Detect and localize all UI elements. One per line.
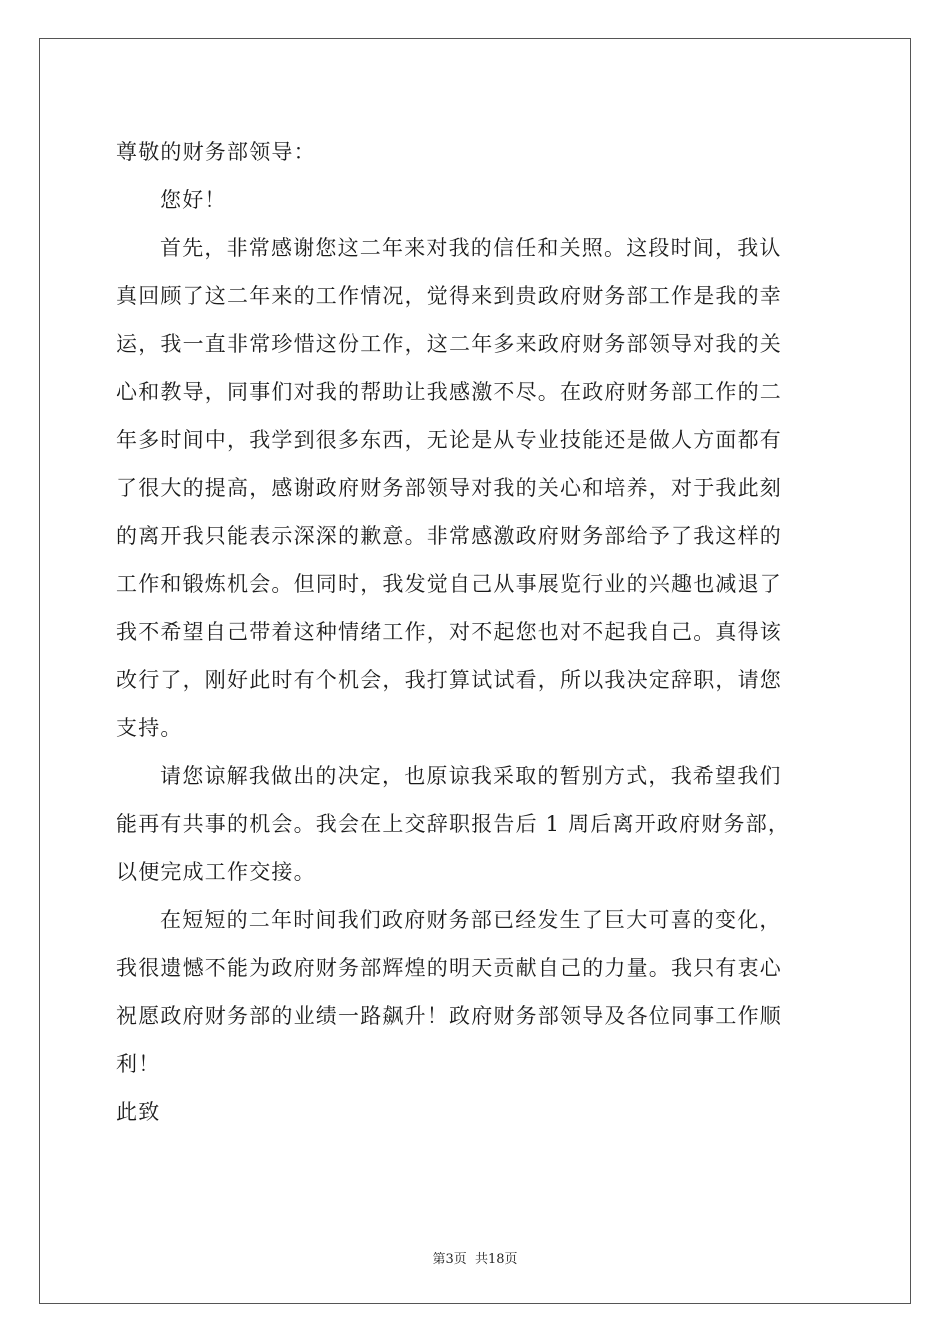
paragraph-line: 祝愿政府财务部的业绩一路飙升！政府财务部领导及各位同事工作顺 xyxy=(116,1004,782,1028)
paragraph-line: 请您谅解我做出的决定，也原谅我采取的暂别方式，我希望我们 xyxy=(160,764,782,788)
closing: 此致 xyxy=(116,1100,161,1124)
letter-body xyxy=(116,128,836,1136)
salutation: 尊敬的财务部领导： xyxy=(116,140,316,164)
paragraph-line: 能再有共事的机会。我会在上交辞职报告后 1 周后离开政府财务部， xyxy=(116,812,791,836)
paragraph-3 xyxy=(116,896,836,1088)
paragraph-line: 支持。 xyxy=(116,716,183,740)
paragraph-line: 首先，非常感谢您这二年来对我的信任和关照。这段时间，我认 xyxy=(160,236,782,260)
greeting: 您好！ xyxy=(160,188,227,212)
paragraph-line: 我很遗憾不能为政府财务部辉煌的明天贡献自己的力量。我只有衷心 xyxy=(116,956,782,980)
paragraph-line: 改行了，刚好此时有个机会，我打算试试看，所以我决定辞职，请您 xyxy=(116,668,782,692)
paragraph-line: 以便完成工作交接。 xyxy=(116,860,316,884)
paragraph-line: 心和教导，同事们对我的帮助让我感激不尽。在政府财务部工作的二 xyxy=(116,380,782,404)
paragraph-2 xyxy=(116,752,836,896)
paragraph-line: 工作和锻炼机会。但同时，我发觉自己从事展览行业的兴趣也减退了 xyxy=(116,572,782,596)
paragraph-line: 在短短的二年时间我们政府财务部已经发生了巨大可喜的变化， xyxy=(160,908,782,932)
paragraph-line: 的离开我只能表示深深的歉意。非常感激政府财务部给予了我这样的 xyxy=(116,524,782,548)
page-total: 共18页 xyxy=(474,1252,518,1267)
paragraph-line: 利！ xyxy=(116,1052,161,1076)
paragraph-1 xyxy=(116,224,836,752)
page-footer xyxy=(0,1248,950,1267)
paragraph-line: 运，我一直非常珍惜这份工作，这二年多来政府财务部领导对我的关 xyxy=(116,332,782,356)
paragraph-line: 了很大的提高，感谢政府财务部领导对我的关心和培养，对于我此刻 xyxy=(116,476,782,500)
paragraph-line: 真回顾了这二年来的工作情况，觉得来到贵政府财务部工作是我的幸 xyxy=(116,284,782,308)
paragraph-line: 我不希望自己带着这种情绪工作，对不起您也对不起我自己。真得该 xyxy=(116,620,782,644)
page-number: 第3页 xyxy=(432,1252,467,1267)
paragraph-line: 年多时间中，我学到很多东西，无论是从专业技能还是做人方面都有 xyxy=(116,428,782,452)
